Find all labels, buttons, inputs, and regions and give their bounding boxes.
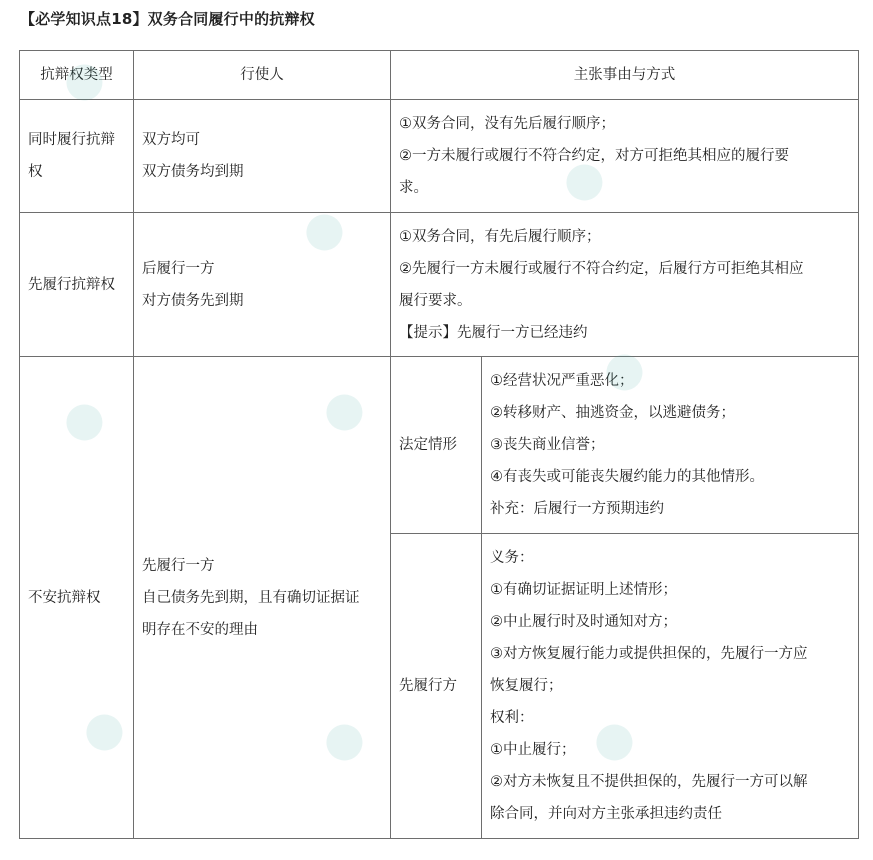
header-type: 抗辩权类型 — [20, 51, 134, 100]
type-cell: 先履行抗辩权 — [20, 213, 134, 357]
person-cell: 双方均可 双方债务均到期 — [134, 100, 391, 213]
table-row — [20, 213, 859, 357]
page-title: 【必学知识点18】双务合同履行中的抗辩权 — [20, 10, 315, 28]
table-row — [20, 357, 859, 534]
table-row — [20, 100, 859, 213]
person-cell: 先履行一方 自己债务先到期，且有确切证据证 明存在不安的理由 — [134, 357, 391, 839]
sub-label-cell: 先履行方 — [391, 534, 482, 839]
header-reasons: 主张事由与方式 — [391, 51, 859, 100]
reasons-cell: ①双务合同，没有先后履行顺序； ②一方未履行或履行不符合约定，对方可拒绝其相应的履行要 求。 — [391, 100, 859, 213]
sub-items-cell: ①经营状况严重恶化； ②转移财产、抽逃资金，以逃避债务； ③丧失商业信誉； ④有丧失或可能丧失履约能力的其他情形。 补充：后履行一方预期违约 — [482, 357, 859, 534]
reasons-cell: ①双务合同，有先后履行顺序； ②先履行一方未履行或履行不符合约定，后履行方可拒绝其相应 履行要求。 【提示】先履行一方已经违约 — [391, 213, 859, 357]
sub-items-cell: 义务： ①有确切证据证明上述情形； ②中止履行时及时通知对方； ③对方恢复履行能力或提供担保的，先履行一方应 恢复履行； 权利： ①中止履行； ②对方未恢复且不提供担保的，先履行一方可以解 除合同，并向对方主张承担违约责任 — [482, 534, 859, 839]
table-header-row — [20, 51, 859, 100]
defense-rights-table — [19, 50, 859, 839]
header-person: 行使人 — [134, 51, 391, 100]
sub-label-cell: 法定情形 — [391, 357, 482, 534]
type-cell: 同时履行抗辩 权 — [20, 100, 134, 213]
type-cell: 不安抗辩权 — [20, 357, 134, 839]
person-cell: 后履行一方 对方债务先到期 — [134, 213, 391, 357]
